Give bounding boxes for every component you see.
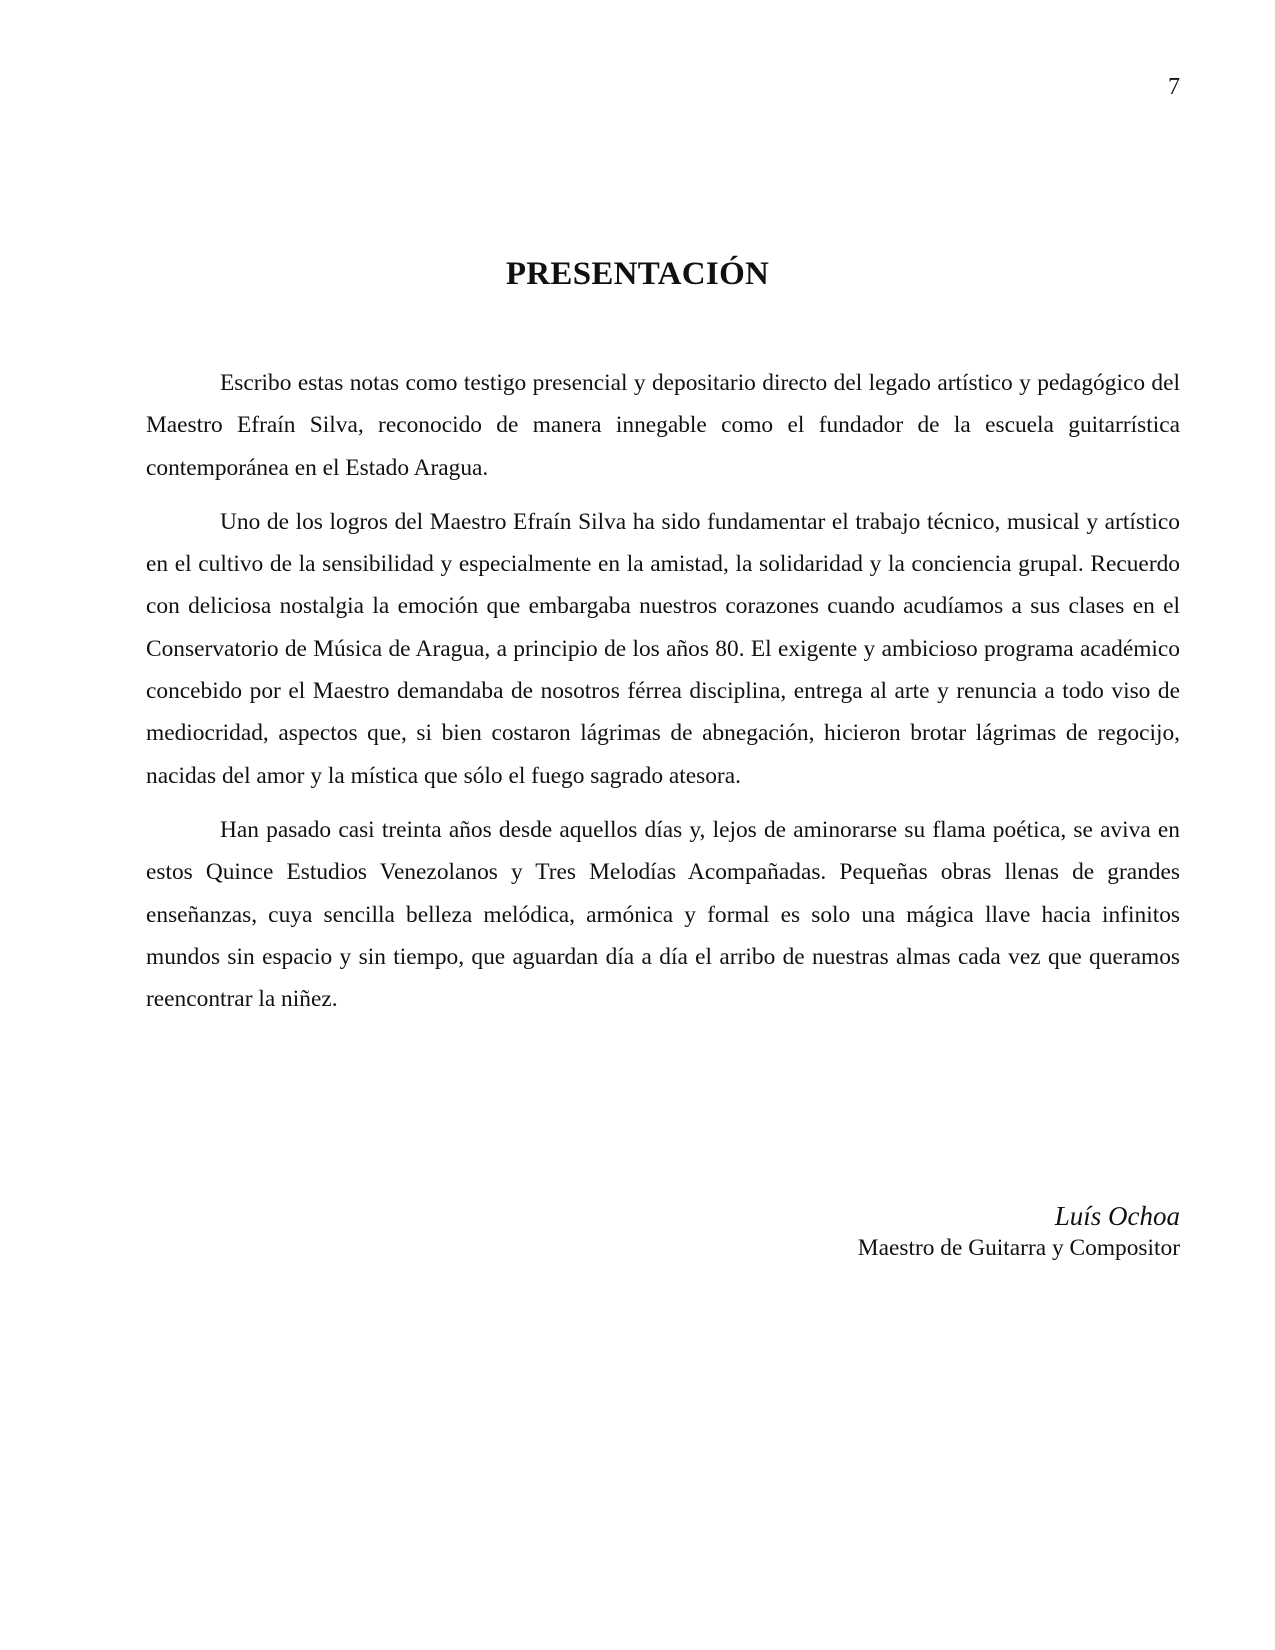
signature-block: [700, 1199, 1180, 1263]
body-text: [146, 362, 1180, 1032]
signature-role: Maestro de Guitarra y Compositor: [857, 1235, 1180, 1261]
page-number: 7: [1168, 74, 1180, 100]
paragraph-2: Uno de los logros del Maestro Efraín Silva ha sido fundamentar el trabajo técnico, musical y artístico en el cultivo de la sensibilidad y especialmente en la amistad, la solidaridad y la conciencia grupal. Recuerdo con deliciosa nostalgia la emoción que embargaba nuestros corazones cuando acudíamos a sus clases en el Conservatorio de Música de Aragua, a principio de los años 80. El exigente y ambicioso programa académico concebido por el Maestro demandaba de nosotros férrea disciplina, entrega al arte y renuncia a todo viso de mediocridad, aspectos que, si bien costaron lágrimas de abnegación, hicieron brotar lágrimas de regocijo, nacidas del amor y la mística que sólo el fuego sagrado atesora.: [146, 508, 1180, 789]
signature-name: Luís Ochoa: [1054, 1201, 1180, 1231]
page-title: PRESENTACIÓN: [505, 256, 770, 292]
paragraph-3: Han pasado casi treinta años desde aquellos días y, lejos de aminorarse su flama poética, se aviva en estos Quince Estudios Venezolanos y Tres Melodías Acompañadas. Pequeñas obras llenas de grandes enseñanzas, cuya sencilla belleza melódica, armónica y formal es solo una mágica llave hacia infinitos mundos sin espacio y sin tiempo, que aguardan día a día el arribo de nuestras almas cada vez que queramos reencontrar la niñez.: [146, 816, 1180, 1013]
paragraph-1: Escribo estas notas como testigo presencial y depositario directo del legado artístico y pedagógico del Maestro Efraín Silva, reconocido de manera innegable como el fundador de la escuela guitarrística contemporánea en el Estado Aragua.: [146, 370, 1180, 481]
